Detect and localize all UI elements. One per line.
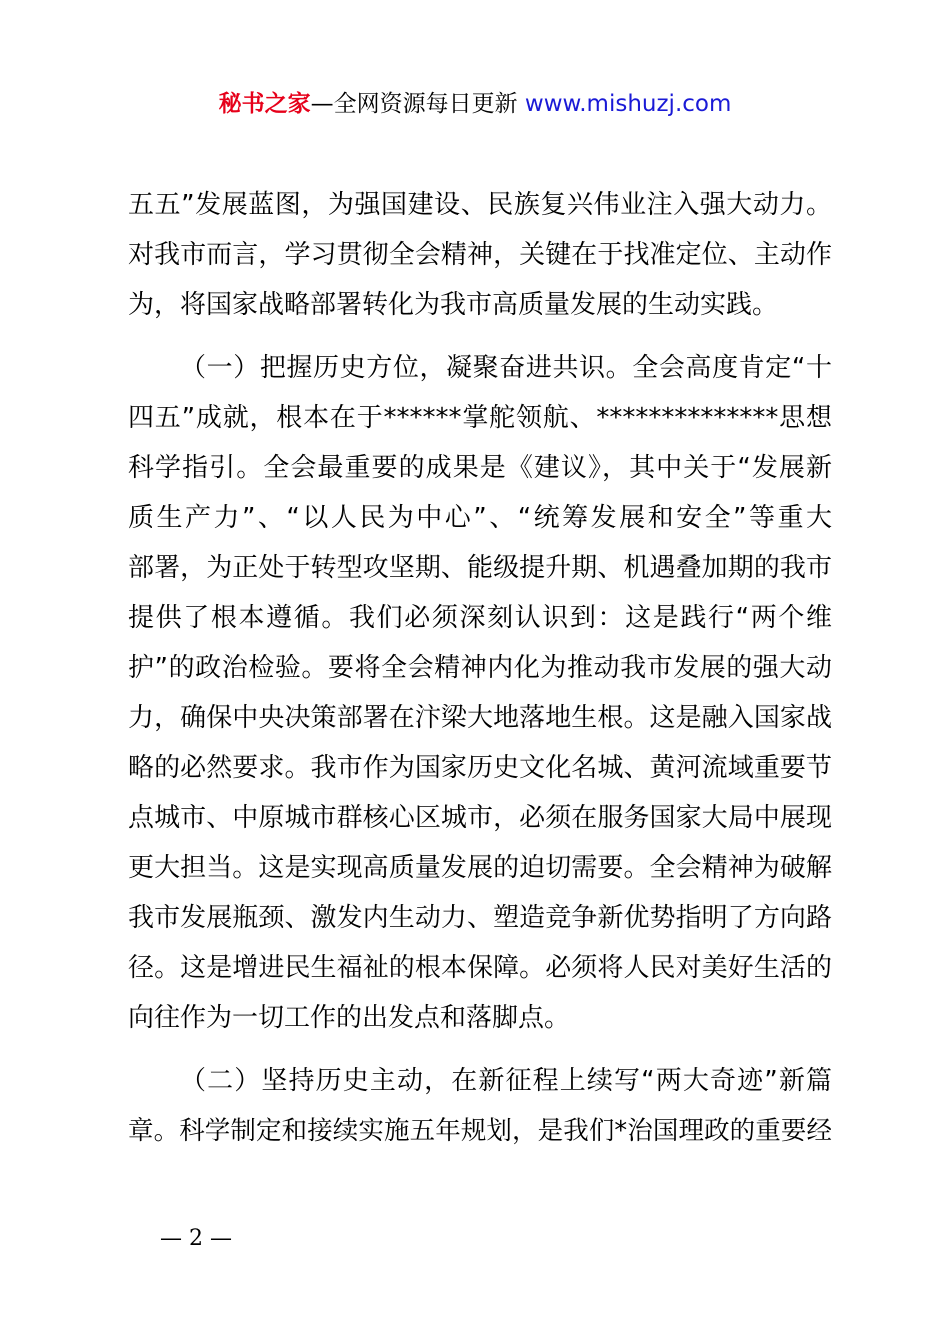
paragraph (128, 343, 832, 1043)
header-slogan: —全网资源每日更新 (310, 91, 518, 117)
text-line: 章。科学制定和接续实施五年规划，是我们*治国理政的重要经 (128, 1116, 832, 1146)
site-url-link[interactable]: www.mishuzj.com (524, 91, 732, 117)
text-line: 四五”成就，根本在于******掌舵领航、**************思想 (128, 403, 832, 433)
text-line: 更大担当。这是实现高质量发展的迫切需要。全会精神为破解 (128, 853, 832, 883)
paragraph (128, 1056, 832, 1156)
document-body (128, 180, 832, 1156)
text-line: 为，将国家战略部署转化为我市高质量发展的生动实践。 (128, 290, 779, 320)
text-line: 提供了根本遵循。我们必须深刻认识到：这是践行“两个维 (128, 603, 832, 633)
text-line: 对我市而言，学习贯彻全会精神，关键在于找准定位、主动作 (128, 240, 832, 270)
text-line: 力，确保中央决策部署在汴梁大地落地生根。这是融入国家战 (128, 703, 832, 733)
text-line: 向往作为一切工作的出发点和落脚点。 (128, 1003, 571, 1033)
text-line: 部署，为正处于转型攻坚期、能级提升期、机遇叠加期的我市 (128, 553, 832, 583)
text-line: 护”的政治检验。要将全会精神内化为推动我市发展的强大动 (128, 653, 832, 683)
text-line: 略的必然要求。我市作为国家历史文化名城、黄河流域重要节 (128, 753, 832, 783)
text-line: 科学指引。全会最重要的成果是《建议》，其中关于“发展新 (128, 453, 832, 483)
text-line: 径。这是增进民生福祉的根本保障。必须将人民对美好生活的 (128, 953, 832, 983)
site-header (0, 88, 950, 120)
text-line: 五五”发展蓝图，为强国建设、民族复兴伟业注入强大动力。 (128, 190, 832, 220)
brand-name: 秘书之家 (218, 91, 311, 117)
text-line: （一）把握历史方位，凝聚奋进共识。全会高度肯定“十 (180, 353, 832, 383)
paragraph (128, 180, 832, 330)
text-line: 质生产力”、“以人民为中心”、“统筹发展和安全”等重大 (128, 503, 832, 533)
text-line: 我市发展瓶颈、激发内生动力、塑造竞争新优势指明了方向路 (128, 903, 832, 933)
page-number: — 2 — (160, 1226, 232, 1251)
text-line: 点城市、中原城市群核心区城市，必须在服务国家大局中展现 (128, 803, 832, 833)
text-line: （二）坚持历史主动，在新征程上续写“两大奇迹”新篇 (180, 1066, 832, 1096)
